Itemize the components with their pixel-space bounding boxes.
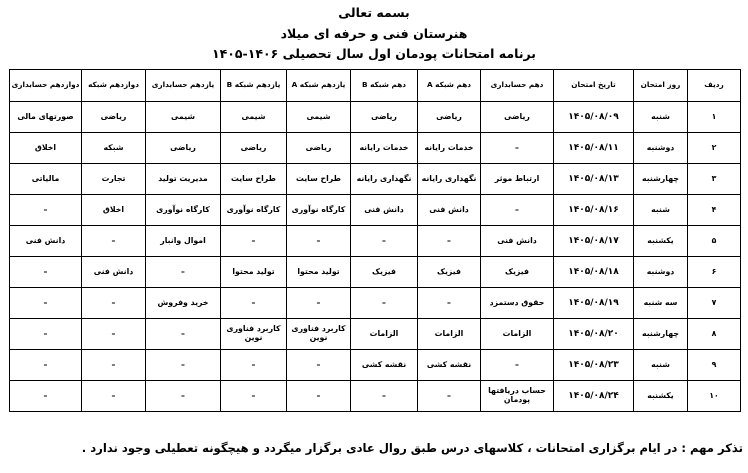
cell-11-network-b: شیمی (221, 102, 287, 133)
cell-10-network-a: نقشه کشی (418, 350, 481, 381)
exam-day: یکشنبه (634, 226, 688, 257)
cell-11-network-b: – (221, 350, 287, 381)
exam-date: ۱۴۰۵/۰۸/۲۰ (554, 319, 634, 350)
cell-12-accounting: دانش فنی (10, 226, 82, 257)
column-header-exam-day: روز امتحان (634, 70, 688, 102)
row-number: ۴ (688, 195, 741, 226)
cell-10-network-a: – (418, 381, 481, 412)
cell-10-network-a: خدمات رایانه (418, 133, 481, 164)
table-row (10, 319, 741, 350)
exam-date: ۱۴۰۵/۰۸/۲۴ (554, 381, 634, 412)
exam-day: شنبه (634, 195, 688, 226)
table-row (10, 195, 741, 226)
exam-day: شنبه (634, 102, 688, 133)
exam-date: ۱۴۰۵/۰۸/۱۶ (554, 195, 634, 226)
cell-11-network-b: تولید محتوا (221, 257, 287, 288)
cell-12-network: – (82, 226, 146, 257)
table-row (10, 226, 741, 257)
cell-10-accounting: الزامات (481, 319, 554, 350)
schedule-title: برنامه امتحانات پودمان اول سال تحصیلی ۱۴۰۶-۱۴۰۵ (212, 46, 536, 61)
cell-12-network: – (82, 288, 146, 319)
row-number: ۱ (688, 102, 741, 133)
cell-11-network-b: – (221, 288, 287, 319)
table-row (10, 288, 741, 319)
cell-12-accounting: – (10, 257, 82, 288)
cell-11-network-a: تولید محتوا (287, 257, 351, 288)
column-header-11-network-b: یازدهم شبکه B (221, 70, 287, 102)
column-header-row-number: ردیف (688, 70, 741, 102)
table-row (10, 350, 741, 381)
exam-day: چهارشنبه (634, 164, 688, 195)
cell-10-network-b: خدمات رایانه (351, 133, 418, 164)
column-header-11-network-a: یازدهم شبکه A (287, 70, 351, 102)
cell-11-network-b: ریاضی (221, 133, 287, 164)
cell-10-accounting: فیزیک (481, 257, 554, 288)
cell-11-network-a: کارگاه نوآوری (287, 195, 351, 226)
row-number: ۲ (688, 133, 741, 164)
cell-10-network-a: – (418, 288, 481, 319)
cell-10-network-a: – (418, 226, 481, 257)
row-number: ۳ (688, 164, 741, 195)
cell-12-network: تجارت (82, 164, 146, 195)
cell-10-network-b: – (351, 226, 418, 257)
exam-date: ۱۴۰۵/۰۸/۱۹ (554, 288, 634, 319)
cell-12-network: – (82, 350, 146, 381)
cell-10-network-a: ریاضی (418, 102, 481, 133)
cell-11-accounting: – (146, 350, 221, 381)
cell-10-network-b: فیزیک (351, 257, 418, 288)
row-number: ۹ (688, 350, 741, 381)
row-number: ۸ (688, 319, 741, 350)
cell-10-network-b: ریاضی (351, 102, 418, 133)
column-header-12-network: دوازدهم شبکه (82, 70, 146, 102)
cell-11-network-a: ریاضی (287, 133, 351, 164)
cell-11-accounting: خرید وفروش (146, 288, 221, 319)
table-header-row (10, 70, 741, 102)
row-number: ۶ (688, 257, 741, 288)
exam-day: چهارشنبه (634, 319, 688, 350)
row-number: ۷ (688, 288, 741, 319)
cell-11-network-b: – (221, 381, 287, 412)
cell-12-accounting: – (10, 319, 82, 350)
cell-12-accounting: اخلاق (10, 133, 82, 164)
cell-11-accounting: – (146, 319, 221, 350)
column-header-exam-date: تاریخ امتحان (554, 70, 634, 102)
cell-10-accounting: – (481, 195, 554, 226)
table-row (10, 381, 741, 412)
exam-day: شنبه (634, 350, 688, 381)
cell-11-network-b: طراح سایت (221, 164, 287, 195)
exam-date: ۱۴۰۵/۰۸/۱۸ (554, 257, 634, 288)
cell-10-network-a: نگهداری رایانه (418, 164, 481, 195)
cell-10-accounting: – (481, 350, 554, 381)
cell-10-accounting: حقوق دستمزد (481, 288, 554, 319)
cell-11-network-a: – (287, 226, 351, 257)
cell-10-network-a: دانش فنی (418, 195, 481, 226)
exam-day: یکشنبه (634, 381, 688, 412)
cell-11-network-a: کاربرد فناوری نوین (287, 319, 351, 350)
cell-10-accounting: – (481, 133, 554, 164)
cell-12-network: ریاضی (82, 102, 146, 133)
cell-11-network-a: – (287, 381, 351, 412)
exam-date: ۱۴۰۵/۰۸/۱۱ (554, 133, 634, 164)
cell-11-accounting: کارگاه نوآوری (146, 195, 221, 226)
cell-12-network: دانش فنی (82, 257, 146, 288)
cell-12-network: اخلاق (82, 195, 146, 226)
cell-12-network: – (82, 319, 146, 350)
cell-11-accounting: – (146, 257, 221, 288)
cell-10-network-a: فیزیک (418, 257, 481, 288)
column-header-11-accounting: یازدهم حسابداری (146, 70, 221, 102)
cell-10-accounting: حساب دریافتها پودمان (481, 381, 554, 412)
school-name: هنرستان فنی و حرفه ای میلاد (280, 26, 468, 41)
exam-schedule-table (9, 69, 741, 412)
exam-date: ۱۴۰۵/۰۸/۰۹ (554, 102, 634, 133)
column-header-12-accounting: دوازدهم حسابداری (10, 70, 82, 102)
row-number: ۱۰ (688, 381, 741, 412)
cell-11-network-b: کاربرد فناوری نوین (221, 319, 287, 350)
cell-11-network-b: کارگاه نوآوری (221, 195, 287, 226)
cell-11-accounting: ریاضی (146, 133, 221, 164)
cell-12-accounting: صورتهای مالی (10, 102, 82, 133)
cell-10-network-a: الزامات (418, 319, 481, 350)
cell-11-network-a: طراح سایت (287, 164, 351, 195)
cell-10-network-b: – (351, 381, 418, 412)
exam-date: ۱۴۰۵/۰۸/۲۳ (554, 350, 634, 381)
important-note: تذکر مهم : در ایام برگزاری امتحانات ، کلاسهای درس طبق روال عادی برگزار میگردد و هیچگونه تعطیلی وجود ندارد . (81, 441, 743, 455)
cell-11-network-b: – (221, 226, 287, 257)
table-row (10, 164, 741, 195)
header-basmala: بسمه تعالی (338, 5, 410, 20)
exam-day: سه شنبه (634, 288, 688, 319)
cell-12-accounting: – (10, 381, 82, 412)
cell-10-accounting: ارتباط موثر (481, 164, 554, 195)
cell-12-network: – (82, 381, 146, 412)
cell-10-network-b: – (351, 288, 418, 319)
row-number: ۵ (688, 226, 741, 257)
cell-11-network-a: – (287, 350, 351, 381)
cell-12-accounting: – (10, 195, 82, 226)
cell-11-accounting: اموال وانبار (146, 226, 221, 257)
column-header-10-network-a: دهم شبکه A (418, 70, 481, 102)
cell-12-network: شبکه (82, 133, 146, 164)
cell-10-network-b: الزامات (351, 319, 418, 350)
cell-11-accounting: مدیریت تولید (146, 164, 221, 195)
cell-12-accounting: مالیاتی (10, 164, 82, 195)
exam-day: دوشنبه (634, 133, 688, 164)
cell-11-network-a: – (287, 288, 351, 319)
exam-date: ۱۴۰۵/۰۸/۱۷ (554, 226, 634, 257)
table-row (10, 257, 741, 288)
cell-11-accounting: شیمی (146, 102, 221, 133)
cell-10-network-b: نگهداری رایانه (351, 164, 418, 195)
cell-12-accounting: – (10, 288, 82, 319)
table-row (10, 102, 741, 133)
table-row (10, 133, 741, 164)
column-header-10-accounting: دهم حسابداری (481, 70, 554, 102)
exam-date: ۱۴۰۵/۰۸/۱۳ (554, 164, 634, 195)
cell-11-accounting: – (146, 381, 221, 412)
column-header-10-network-b: دهم شبکه B (351, 70, 418, 102)
table-body (10, 102, 741, 412)
cell-10-accounting: ریاضی (481, 102, 554, 133)
cell-10-network-b: دانش فنی (351, 195, 418, 226)
cell-10-network-b: نقشه کشی (351, 350, 418, 381)
cell-10-accounting: دانش فنی (481, 226, 554, 257)
exam-day: دوشنبه (634, 257, 688, 288)
cell-11-network-a: شیمی (287, 102, 351, 133)
cell-12-accounting: – (10, 350, 82, 381)
